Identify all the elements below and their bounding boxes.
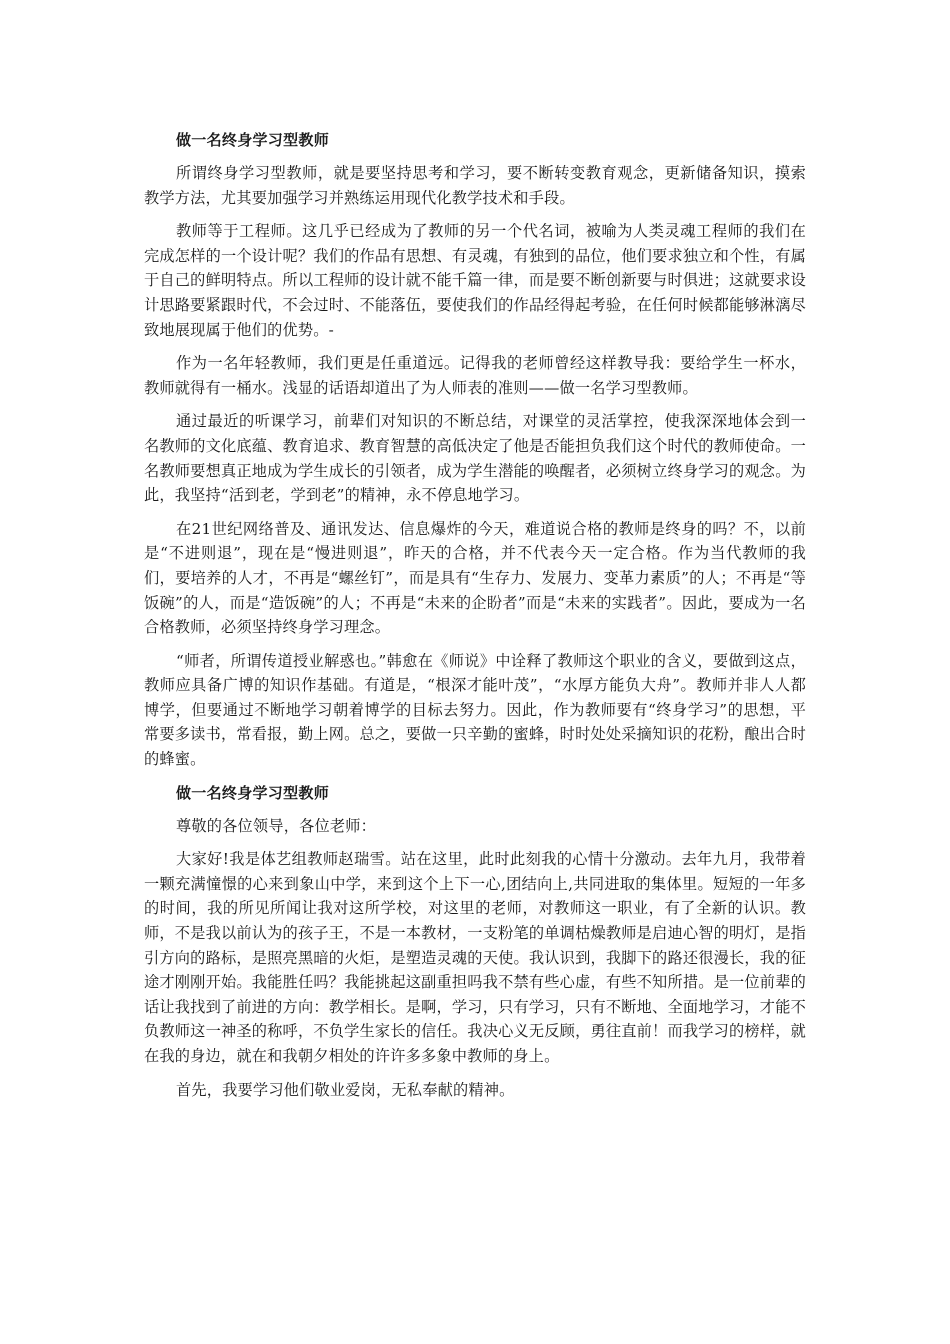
- section1-paragraph: 教师等于工程师。这几乎已经成为了教师的另一个代名词，被喻为人类灵魂工程师的我们在完成怎样的一个设计呢？我们的作品有思想、有灵魂，有独到的品位，他们要求独立和个性，有属于自己的鲜明特点。所以工程师的设计就不能千篇一律，而是要不断创新要与时俱进；这就要求设计思路要紧跟时代，不会过时、不能落伍，要使我们的作品经得起考验，在任何时候都能够淋漓尽致地展现属于他们的优势。-: [144, 222, 806, 339]
- section1-paragraph: 通过最近的听课学习，前辈们对知识的不断总结，对课堂的灵活掌控，使我深深地体会到一名教师的文化底蕴、教育追求、教育智慧的高低决定了他是否能担负我们这个时代的教师使命。一名教师要想真正地成为学生成长的引领者，成为学生潜能的唤醒者，必须树立终身学习的观念。为此，我坚持“活到老，学到老”的精神，永不停息地学习。: [144, 412, 806, 505]
- section1-paragraph: 所谓终身学习型教师，就是要坚持思考和学习，要不断转变教育观念，更新储备知识，摸索教学方法，尤其要加强学习并熟练运用现代化教学技术和手段。: [144, 164, 806, 207]
- section1-paragraph: 在21世纪网络普及、通讯发达、信息爆炸的今天，难道说合格的教师是终身的吗？不，以前是“不进则退”，现在是“慢进则退”，昨天的合格，并不代表今天一定合格。作为当代教师的我们，要培养的人才，不再是“螺丝钉”，而是具有“生存力、发展力、变革力素质”的人；不再是“等饭碗”的人，而是“造饭碗”的人；不再是“未来的企盼者”而是“未来的实践者”。因此，要成为一名合格教师，必须坚持终身学习理念。: [144, 519, 806, 637]
- section2-paragraph: 大家好!我是体艺组教师赵瑞雪。站在这里，此时此刻我的心情十分激动。去年九月，我带着一颗充满憧憬的心来到象山中学，来到这个上下一心,团结向上,共同进取的集体里。短短的一年多的时间，我的所见所闻让我对这所学校，对这里的老师，对教师这一职业，有了全新的认识。教师，不是我以前认为的孩子王，不是一本教材，一支粉笔的单调枯燥教师是启迪心智的明灯，是指引方向的路标，是照亮黑暗的火炬，是塑造灵魂的天使。我认识到，我脚下的路还很漫长，我的征途才刚刚开始。我能胜任吗？我能挑起这副重担吗我不禁有些心虚，有些不知所措。是一位前辈的话让我找到了前进的方向：教学相长。是啊，学习，只有学习，只有不断地、全面地学习，才能不负教师这一神圣的称呼，不负学生家长的信任。我决心义无反顾，勇往直前！而我学习的榜样，就在我的身边，就在和我朝夕相处的许许多多象中教师的身上。: [144, 850, 806, 1065]
- section2-title: 做一名终身学习型教师: [176, 783, 330, 802]
- document-page: [144, 128, 806, 1111]
- section1-title: 做一名终身学习型教师: [176, 131, 330, 149]
- section2-paragraph: 首先，我要学习他们敬业爱岗，无私奉献的精神。: [176, 1080, 515, 1099]
- section1-paragraph: “师者，所谓传道授业解惑也。”韩愈在《师说》中诠释了教师这个职业的含义，要做到这点，教师应具备广博的知识作基础。有道是，“根深才能叶茂”，“水厚方能负大舟”。教师并非人人都博学，但要通过不断地学习朝着博学的目标去努力。因此，作为教师要有“终身学习”的思想，平常要多读书，常看报，勤上网。总之，要做一只辛勤的蜜蜂，时时处处采摘知识的花粉，酿出合时的蜂蜜。: [144, 651, 806, 769]
- section2-greeting: 尊敬的各位领导，各位老师：: [176, 816, 377, 835]
- section1-paragraph: 作为一名年轻教师，我们更是任重道远。记得我的老师曾经这样教导我：要给学生一杯水，教师就得有一桶水。浅显的话语却道出了为人师表的准则——做一名学习型教师。: [144, 354, 806, 397]
